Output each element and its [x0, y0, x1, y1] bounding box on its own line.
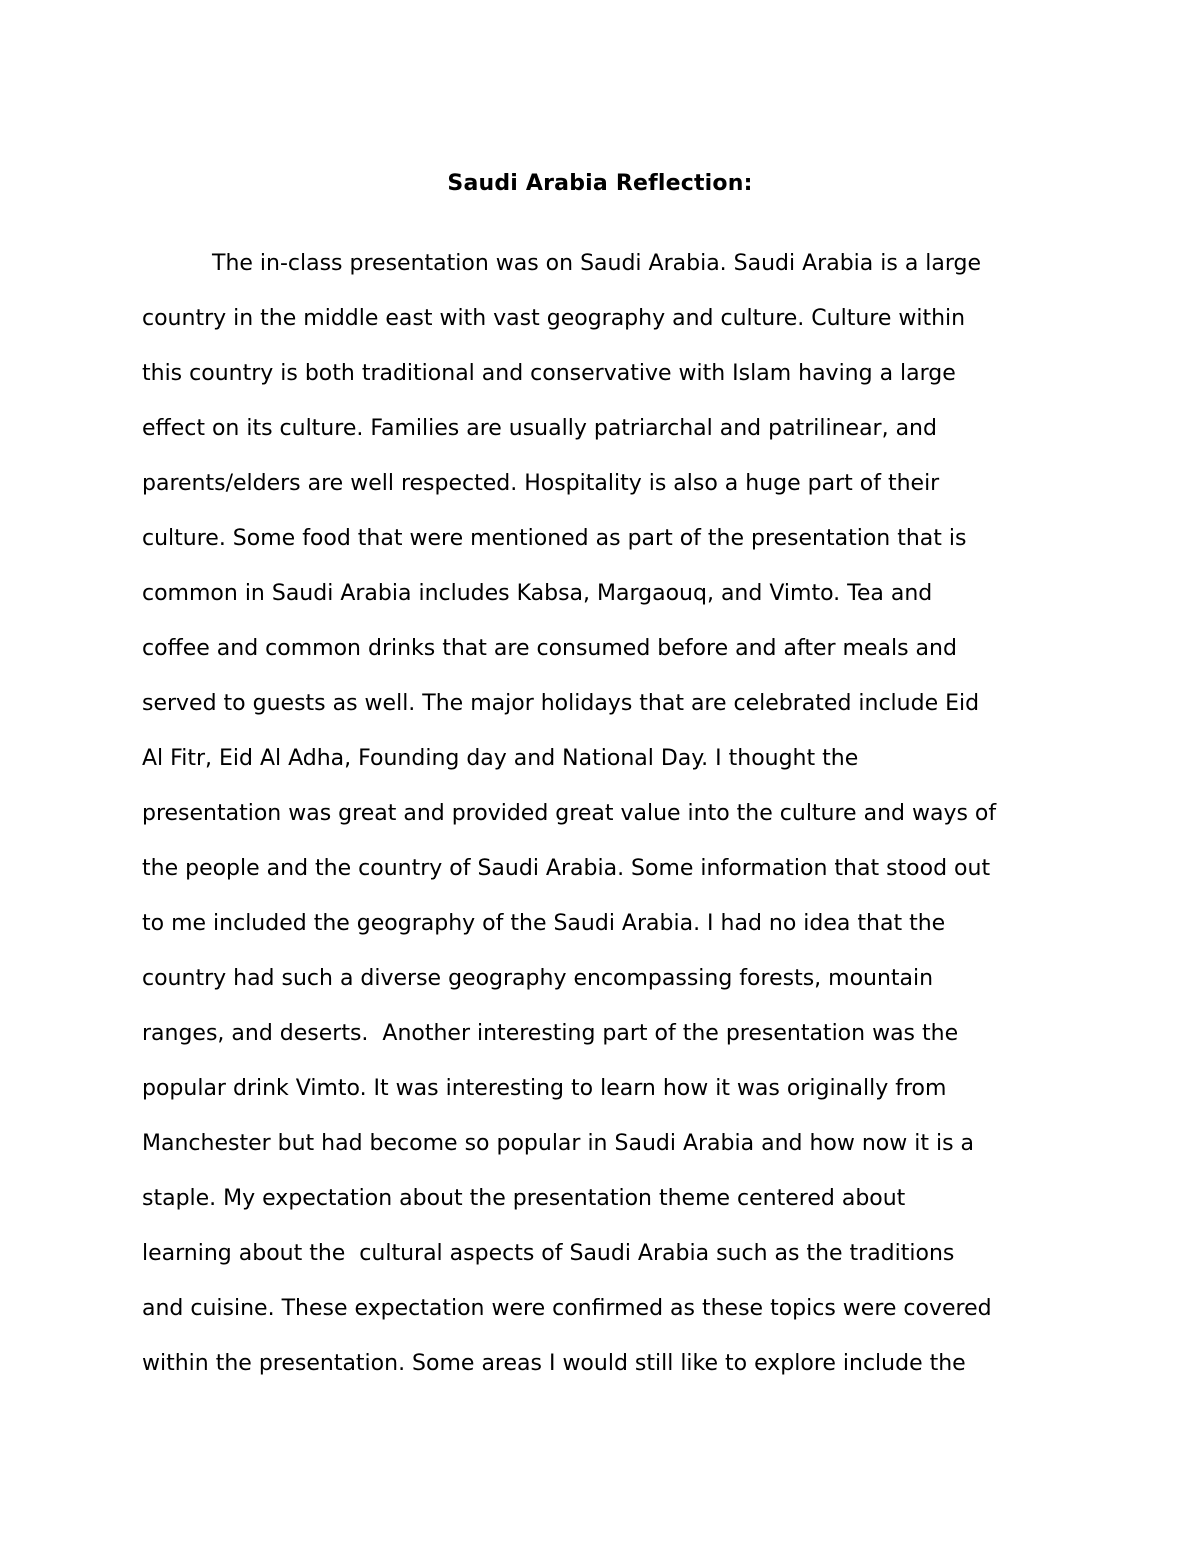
body-line: common in Saudi Arabia includes Kabsa, Margaouq, and Vimto. Tea and	[142, 581, 933, 606]
body-line: Al Fitr, Eid Al Adha, Founding day and National Day. I thought the	[142, 746, 859, 771]
body-line: The in-class presentation was on Saudi Arabia. Saudi Arabia is a large	[212, 251, 982, 276]
body-line: effect on its culture. Families are usually patriarchal and patrilinear, and	[142, 416, 937, 441]
body-line: to me included the geography of the Saudi Arabia. I had no idea that the	[142, 911, 946, 936]
body-line: parents/elders are well respected. Hospitality is also a huge part of their	[142, 471, 940, 496]
body-line: staple. My expectation about the presentation theme centered about	[142, 1186, 906, 1211]
body-line: coffee and common drinks that are consumed before and after meals and	[142, 636, 957, 661]
body-line: Manchester but had become so popular in Saudi Arabia and how now it is a	[142, 1131, 975, 1156]
body-line: within the presentation. Some areas I would still like to explore include the	[142, 1351, 966, 1376]
body-line: the people and the country of Saudi Arabia. Some information that stood out	[142, 856, 991, 881]
body-line: this country is both traditional and conservative with Islam having a large	[142, 361, 956, 386]
document-title: Saudi Arabia Reflection:	[447, 171, 753, 196]
document-body	[142, 246, 1072, 1401]
body-line: and cuisine. These expectation were confirmed as these topics were covered	[142, 1296, 992, 1321]
body-line: served to guests as well. The major holidays that are celebrated include Eid	[142, 691, 980, 716]
body-line: presentation was great and provided great value into the culture and ways of	[142, 801, 997, 826]
body-line: popular drink Vimto. It was interesting to learn how it was originally from	[142, 1076, 947, 1101]
body-line: country had such a diverse geography encompassing forests, mountain	[142, 966, 934, 991]
body-line: learning about the cultural aspects of Saudi Arabia such as the traditions	[142, 1241, 955, 1266]
body-line: culture. Some food that were mentioned as part of the presentation that is	[142, 526, 967, 551]
body-line: ranges, and deserts. Another interesting part of the presentation was the	[142, 1021, 959, 1046]
body-line: country in the middle east with vast geography and culture. Culture within	[142, 306, 966, 331]
